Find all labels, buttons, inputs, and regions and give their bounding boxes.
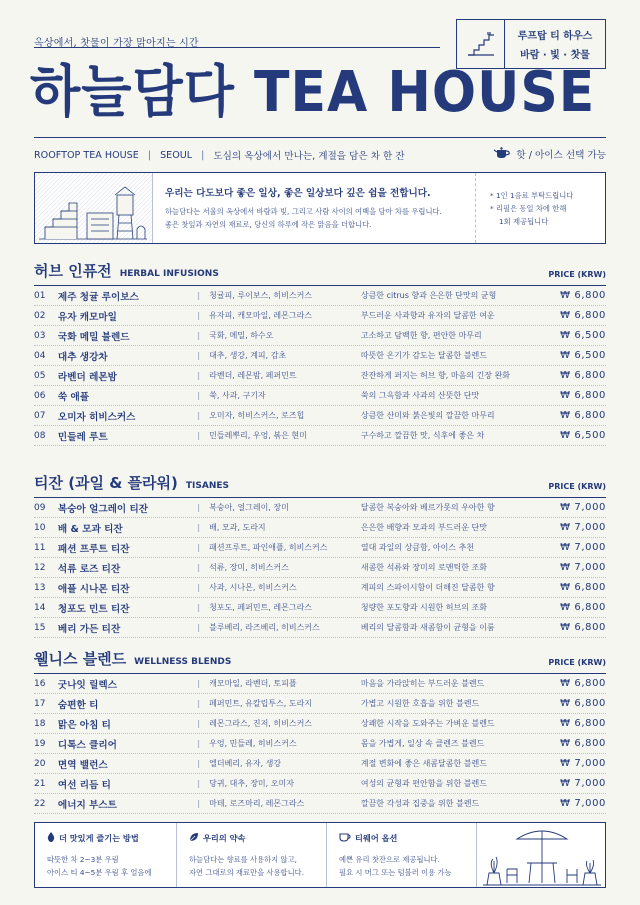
rooftop-illustration [35, 173, 153, 243]
hot-ice-notice [493, 145, 606, 162]
item-name: 면역 밸런스 [57, 759, 108, 771]
item-price: ₩ 6,800 [560, 290, 607, 301]
menu-item-row [34, 406, 606, 426]
menu-item-row [34, 734, 606, 754]
menu-item-row [34, 518, 606, 538]
intro-body-2: 좋은 찻잎과 자연의 재료로, 당신의 하루에 작은 맑음을 더합니다. [165, 220, 372, 229]
section-title-en: HERBAL INFUSIONS [119, 269, 219, 279]
item-ingredients: | 우엉, 민들레, 히비스커스 [197, 738, 360, 749]
menu-item-row [34, 538, 606, 558]
section-title-ko: 허브 인퓨전 [34, 262, 112, 280]
item-description: 잔잔하게 퍼지는 허브 향, 마음의 긴장 완화 [360, 371, 511, 380]
item-ingredients: | 패션프루트, 파인애플, 히비스커스 [197, 542, 360, 553]
item-number: 03 [34, 330, 46, 341]
teapot-icon [493, 145, 511, 162]
item-price: ₩ 6,800 [560, 622, 607, 633]
item-description: 깔끔한 각성과 집중을 위한 블렌드 [360, 799, 480, 808]
footer-tips-line-1: 따뜻한 차 2~3분 우림 [47, 855, 119, 864]
item-ingredients: | 사과, 시나몬, 히비스커스 [197, 582, 360, 593]
item-number: 11 [34, 542, 46, 553]
item-description: 마음을 가라앉히는 부드러운 블렌드 [360, 679, 485, 688]
section-title-en: TISANES [185, 481, 229, 491]
price-column-label: PRICE (KRW) [548, 658, 606, 667]
item-ingredients: | 라벤더, 레몬밤, 페퍼민트 [197, 370, 360, 381]
item-name: 민들레 루트 [57, 431, 108, 443]
item-price: ₩ 6,800 [560, 390, 607, 401]
item-name: 굿나잇 릴렉스 [57, 679, 117, 691]
item-price: ₩ 7,000 [560, 502, 607, 513]
section-title-en: WELLNESS BLENDS [134, 657, 232, 667]
subline [34, 148, 405, 162]
item-description: 상쾌한 시작을 도와주는 가벼운 블렌드 [360, 719, 495, 728]
item-number: 05 [34, 370, 46, 381]
item-name: 애플 시나몬 티잔 [57, 583, 130, 595]
menu-item-row [34, 558, 606, 578]
item-name: 석류 로즈 티잔 [57, 563, 121, 575]
subline-en: ROOFTOP TEA HOUSE [34, 149, 139, 161]
section-header [34, 474, 606, 498]
footer-promise-line-1: 하늘담다는 향료를 사용하지 않고, [189, 855, 297, 864]
menu-item-row [34, 578, 606, 598]
item-name: 에너지 부스트 [57, 799, 117, 811]
menu-item-row [34, 714, 606, 734]
terrace-illustration [477, 823, 605, 887]
item-number: 19 [34, 738, 46, 749]
leaf-icon [189, 832, 199, 844]
item-ingredients: | 마테, 로즈마리, 레몬그라스 [197, 798, 360, 809]
badge-line-1: 루프탑 티 하우스 [517, 31, 593, 42]
menu-item-row [34, 618, 606, 638]
item-description: 새콤한 석류와 장미의 로맨틱한 조화 [360, 563, 487, 572]
item-description: 청량한 포도향과 시원한 허브의 조화 [360, 603, 487, 612]
item-number: 18 [34, 718, 46, 729]
footer-teaware-line-1: 예쁜 유리 찻잔으로 제공됩니다. [339, 855, 440, 864]
menu-section [34, 474, 606, 638]
item-number: 08 [34, 430, 46, 441]
item-ingredients: | 청귤피, 루이보스, 히비스커스 [197, 290, 360, 301]
item-name: 베리 가든 티잔 [57, 623, 121, 635]
item-ingredients: | 블루베리, 라즈베리, 히비스커스 [197, 622, 360, 633]
note-line-2: * 리필은 동일 차에 한해 [490, 204, 567, 213]
footer-promise [177, 823, 327, 887]
item-description: 몸을 가볍게, 일상 속 클렌즈 블렌드 [360, 739, 485, 748]
item-name: 국화 메밀 블렌드 [57, 331, 130, 343]
footer-promise-head: 우리의 약속 [203, 832, 246, 843]
menu-item-row [34, 794, 606, 814]
menu-item-row [34, 498, 606, 518]
item-description: 은은한 배향과 모과의 부드러운 단맛 [360, 523, 487, 532]
item-name: 제주 청귤 루이보스 [57, 291, 139, 303]
note-line-3: 1회 제공됩니다 [499, 217, 549, 226]
menu-item-row [34, 426, 606, 446]
item-description: 가볍고 시원한 호흡을 위한 블렌드 [360, 699, 480, 708]
footer [34, 822, 606, 888]
item-name: 대추 생강차 [57, 351, 108, 363]
subline-ko: 도심의 옥상에서 만나는, 계절을 담은 차 한 잔 [213, 151, 405, 162]
item-number: 02 [34, 310, 46, 321]
item-name: 쑥 애플 [57, 391, 90, 403]
item-description: 계절 변화에 좋은 새콤달콤한 블렌드 [360, 759, 487, 768]
intro-box [34, 172, 606, 244]
item-description: 계피의 스파이시함이 더해진 달콤한 향 [360, 583, 495, 592]
item-name: 맑은 아침 티 [57, 719, 111, 731]
item-ingredients: | 대추, 생강, 계피, 감초 [197, 350, 360, 361]
badge-line-2: 바람 · 빛 · 찻물 [520, 50, 590, 61]
item-name: 청포도 민트 티잔 [57, 603, 130, 615]
intro-notes [475, 173, 605, 243]
menu-item-row [34, 386, 606, 406]
item-ingredients: | 배, 모과, 도라지 [197, 522, 360, 533]
item-price: ₩ 7,000 [560, 778, 607, 789]
item-description: 베리의 달콤함과 새콤함이 균형을 이룸 [360, 623, 495, 632]
menu-section [34, 262, 606, 446]
footer-tips-line-2: 아이스 티 4~5분 우림 후 얼음에 [47, 868, 152, 877]
menu-item-row [34, 754, 606, 774]
menu-item-row [34, 326, 606, 346]
menu-item-row [34, 774, 606, 794]
title-rule [34, 137, 606, 138]
top-rule [34, 47, 440, 48]
item-name: 유자 캐모마일 [57, 311, 117, 323]
item-description: 열대 과일의 상큼함, 아이스 추천 [360, 543, 475, 552]
menu-item-row [34, 346, 606, 366]
item-number: 17 [34, 698, 46, 709]
item-price: ₩ 7,000 [560, 522, 607, 533]
item-price: ₩ 7,000 [560, 542, 607, 553]
section-header [34, 650, 606, 674]
menu-item-row [34, 598, 606, 618]
hot-ice-text: 핫 / 아이스 선택 가능 [516, 149, 606, 161]
price-column-label: PRICE (KRW) [548, 270, 606, 279]
item-price: ₩ 6,500 [560, 330, 607, 341]
item-name: 여선 리듬 티 [57, 779, 111, 791]
item-price: ₩ 6,800 [560, 738, 607, 749]
item-number: 21 [34, 778, 46, 789]
item-ingredients: | 캐모마일, 라벤더, 토피플 [197, 678, 360, 689]
item-ingredients: | 석류, 장미, 히비스커스 [197, 562, 360, 573]
item-name: 라벤더 레몬밤 [57, 371, 117, 383]
footer-teaware-head: 티웨어 옵션 [355, 832, 398, 843]
item-number: 10 [34, 522, 46, 533]
footer-teaware-line-2: 필요 시 머그 또는 텀블러 이용 가능 [339, 868, 452, 877]
item-price: ₩ 7,000 [560, 758, 607, 769]
item-description: 여성의 균형과 편안함을 위한 블렌드 [360, 779, 487, 788]
item-name: 디톡스 클리어 [57, 739, 117, 751]
item-price: ₩ 7,000 [560, 562, 607, 573]
item-price: ₩ 6,800 [560, 678, 607, 689]
item-number: 15 [34, 622, 46, 633]
footer-tips-head: 더 맛있게 즐기는 방법 [59, 832, 139, 843]
item-number: 12 [34, 562, 46, 573]
item-price: ₩ 6,800 [560, 582, 607, 593]
item-name: 복숭아 얼그레이 티잔 [57, 503, 149, 515]
item-price: ₩ 7,000 [560, 798, 607, 809]
item-number: 01 [34, 290, 46, 301]
intro-body-1: 하늘담다는 서울의 옥상에서 바람과 빛, 그리고 사람 사이의 여백을 담아 차를 우립니다. [165, 207, 442, 216]
item-name: 배 & 모과 티잔 [57, 523, 123, 535]
item-number: 09 [34, 502, 46, 513]
item-description: 달콤한 복숭아와 베르가못의 우아한 향 [360, 503, 495, 512]
item-name: 오미자 히비스커스 [57, 411, 136, 423]
subline-city: SEOUL [160, 149, 193, 161]
item-number: 04 [34, 350, 46, 361]
item-price: ₩ 6,800 [560, 602, 607, 613]
item-number: 20 [34, 758, 46, 769]
item-number: 16 [34, 678, 46, 689]
item-ingredients: | 쑥, 사과, 구기자 [197, 390, 360, 401]
item-number: 07 [34, 410, 46, 421]
price-column-label: PRICE (KRW) [548, 482, 606, 491]
tagline: 옥상에서, 찻물이 가장 맑아지는 시간 [34, 38, 199, 49]
item-ingredients: | 민들레뿌리, 우엉, 볶은 현미 [197, 430, 360, 441]
menu-item-row [34, 366, 606, 386]
item-number: 06 [34, 390, 46, 401]
item-ingredients: | 엘더베리, 유자, 생강 [197, 758, 360, 769]
item-ingredients: | 청포도, 페퍼민트, 레몬그라스 [197, 602, 360, 613]
item-ingredients: | 국화, 메밀, 하수오 [197, 330, 360, 341]
item-price: ₩ 6,800 [560, 698, 607, 709]
footer-teaware [327, 823, 477, 887]
item-price: ₩ 6,500 [560, 430, 607, 441]
item-number: 22 [34, 798, 46, 809]
item-ingredients: | 복숭아, 얼그레이, 장미 [197, 502, 360, 513]
item-price: ₩ 6,800 [560, 370, 607, 381]
menu-item-row [34, 674, 606, 694]
item-number: 13 [34, 582, 46, 593]
divider: | [147, 149, 152, 161]
item-ingredients: | 레몬그라스, 진저, 히비스커스 [197, 718, 360, 729]
menu-item-row [34, 694, 606, 714]
footer-tips [35, 823, 177, 887]
section-title-ko: 티잔 (과일 & 플라워) [34, 474, 178, 492]
item-description: 쑥의 그윽함과 사과의 산뜻한 단맛 [360, 391, 480, 400]
item-number: 14 [34, 602, 46, 613]
item-price: ₩ 6,800 [560, 310, 607, 321]
divider: | [201, 149, 205, 161]
cup-icon [339, 832, 351, 844]
drop-icon [47, 832, 55, 844]
item-description: 부드러운 사과향과 유자의 달콤한 여운 [360, 311, 495, 320]
item-description: 상큼한 산미와 붉은빛의 깔끔한 마무리 [360, 411, 495, 420]
item-ingredients: | 유자피, 캐모마일, 레몬그라스 [197, 310, 360, 321]
item-ingredients: | 페퍼민트, 유칼립투스, 도라지 [197, 698, 360, 709]
section-header [34, 262, 606, 286]
item-description: 구수하고 깔끔한 맛, 식후에 좋은 차 [360, 431, 485, 440]
note-line-1: * 1인 1음료 부탁드립니다 [490, 191, 574, 200]
item-name: 숨편한 티 [57, 699, 99, 711]
item-name: 패션 프루트 티잔 [57, 543, 130, 555]
section-title-ko: 웰니스 블렌드 [34, 650, 127, 668]
menu-section [34, 650, 606, 814]
item-description: 따뜻한 온기가 감도는 달콤한 블렌드 [360, 351, 487, 360]
item-description: 상큼한 citrus 향과 은은한 단맛의 균형 [360, 291, 497, 300]
page-title: 하늘담다 TEA HOUSE [30, 60, 596, 125]
item-price: ₩ 6,500 [560, 350, 607, 361]
menu-item-row [34, 286, 606, 306]
item-price: ₩ 6,800 [560, 410, 607, 421]
footer-promise-line-2: 자연 그대로의 재료만을 사용합니다. [189, 868, 305, 877]
item-ingredients: | 당귀, 대추, 장미, 오미자 [197, 778, 360, 789]
item-description: 고소하고 담백한 향, 편안한 마무리 [360, 331, 482, 340]
menu-item-row [34, 306, 606, 326]
item-price: ₩ 6,800 [560, 718, 607, 729]
intro-headline: 우리는 다도보다 좋은 일상, 좋은 일상보다 깊은 쉼을 전합니다. [165, 188, 431, 199]
item-ingredients: | 오미자, 히비스커스, 로즈힙 [197, 410, 360, 421]
